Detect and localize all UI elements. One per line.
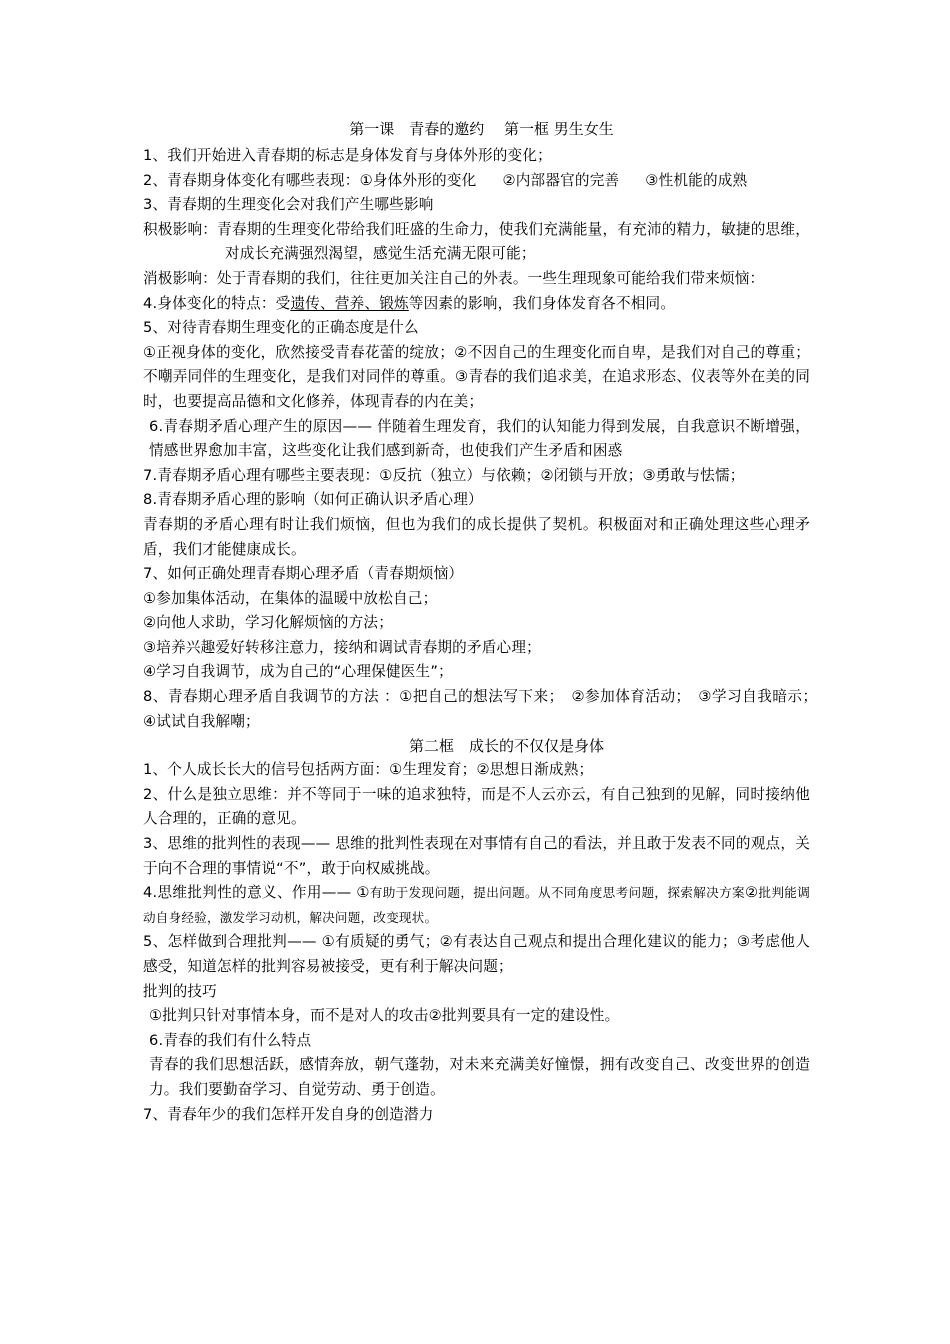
s2-critique-skills: 批判的技巧 bbox=[143, 982, 217, 1000]
item-7b-3: ③培养兴趣爱好转移注意力，接纳和调试青春期的矛盾心理； bbox=[143, 638, 541, 656]
item-8: 8.青春期矛盾心理的影响（如何正确认识矛盾心理） bbox=[143, 491, 483, 509]
underlined-factors: 遗传、营养、锻炼 bbox=[290, 294, 409, 312]
item-7b-4: ④学习自我调节，成为自己的“心理保健医生”； bbox=[143, 663, 453, 681]
item-7b-1: ①参加集体活动，在集体的温暖中放松自己； bbox=[143, 589, 438, 607]
s2-item-1: 1、个人成长长大的信号包括两方面：①生理发育；②思想日渐成熟； bbox=[143, 761, 594, 779]
item-4: 4.身体变化的特点：受遗传、营养、锻炼等因素的影响，我们身体发育各不相同。 bbox=[143, 294, 676, 312]
item-7b: 7、如何正确处理青春期心理矛盾（青春期烦恼） bbox=[143, 565, 464, 583]
document-page bbox=[143, 116, 825, 1127]
item-7: 7.青春期矛盾心理有哪些主要表现：①反抗（独立）与依赖；②闭锁与开放；③勇敢与怯懦； bbox=[143, 466, 745, 484]
s2-item-2: 2、什么是独立思维：并不等同于一味的追求独特，而是不人云亦云，有自己独到的见解，同时接纳他人合理的，正确的意见。 bbox=[143, 785, 810, 828]
s2-item-6: 6.青春的我们有什么特点 bbox=[149, 1031, 312, 1049]
s2-item-7: 7、青春年少的我们怎样开发自身的创造潜力 bbox=[143, 1105, 434, 1123]
item-6: 6.青春期矛盾心理产生的原因—— 伴随着生理发育，我们的认知能力得到发展，自我意识不断增强，情感世界愈加丰富，这些变化让我们感到新奇，也使我们产生矛盾和困惑 bbox=[149, 417, 810, 460]
item-2: 2、青春期身体变化有哪些表现：①身体外形的变化 ②内部器官的完善 ③性机能的成熟 bbox=[143, 171, 748, 189]
item-3: 3、青春期的生理变化会对我们产生哪些影响 bbox=[143, 196, 434, 214]
positive-effect: 积极影响：青春期的生理变化带给我们旺盛的生命力，使我们充满能量，有充沛的精力，敏捷的思维，对成长充满强烈渴望，感觉生活充满无限可能； bbox=[143, 220, 810, 263]
s2-item-6-answer: 青春的我们思想活跃，感情奔放，朝气蓬勃，对未来充满美好憧憬，拥有改变自己、改变世界的创造力。我们要勤奋学习、自觉劳动、勇于创造。 bbox=[149, 1056, 810, 1098]
item-5: 5、对待青春期生理变化的正确态度是什么 bbox=[143, 319, 419, 337]
negative-effect: 消极影响：处于青春期的我们，往往更加关注自己的外表。一些生理现象可能给我们带来烦恼： bbox=[143, 269, 765, 287]
item-7b-2: ②向他人求助，学习化解烦恼的方法； bbox=[143, 614, 393, 632]
item-8-answer: 青春期的矛盾心理有时让我们烦恼，但也为我们的成长提供了契机。积极面对和正确处理这些心理矛盾，我们才能健康成长。 bbox=[143, 515, 810, 558]
item-8b: 8、青春期心理矛盾自我调节的方法 ：①把自己的想法写下来； ②参加体育活动； ③学习自我暗示； ④试试自我解嘲； bbox=[143, 688, 825, 730]
s2-item-3: 3、思维的批判性的表现—— 思维的批判性表现在对事情有自己的看法，并且敢于发表不同的观点，关于向不合理的事情说“不”，敢于向权威挑战。 bbox=[143, 835, 810, 877]
lesson-title: 第一课 青春的邀约 第一框 男生女生 bbox=[349, 120, 614, 138]
s2-critique-skills-answer: ①批判只针对事情本身，而不是对人的攻击②批判要具有一定的建设性。 bbox=[149, 1007, 620, 1025]
section-2-title: 第二框 成长的不仅仅是身体 bbox=[408, 737, 604, 756]
s2-item-5: 5、怎样做到合理批判—— ①有质疑的勇气；②有表达自己观点和提出合理化建议的能力；③考虑他人感受，知道怎样的批判容易被接受，更有利于解决问题； bbox=[143, 933, 810, 975]
item-1: 1、我们开始进入青春期的标志是身体发育与身体外形的变化； bbox=[143, 147, 552, 164]
item-5-answer: ①正视身体的变化，欣然接受青春花蕾的绽放；②不因自己的生理变化而自卑，是我们对自己的尊重；不嘲弄同伴的生理变化，是我们对同伴的尊重。③青春的我们追求美，在追求形态、仪表等外在美的同时，也要提高品德和文化修养，体现青春的内在美； bbox=[143, 343, 810, 410]
s2-item-4: 4.思维批判性的意义、作用—— ①有助于发现问题，提出问题。从不同角度思考问题，探索解决方案②批判能调动自身经验，激发学习动机，解决问题，改变现状。 bbox=[143, 884, 810, 925]
